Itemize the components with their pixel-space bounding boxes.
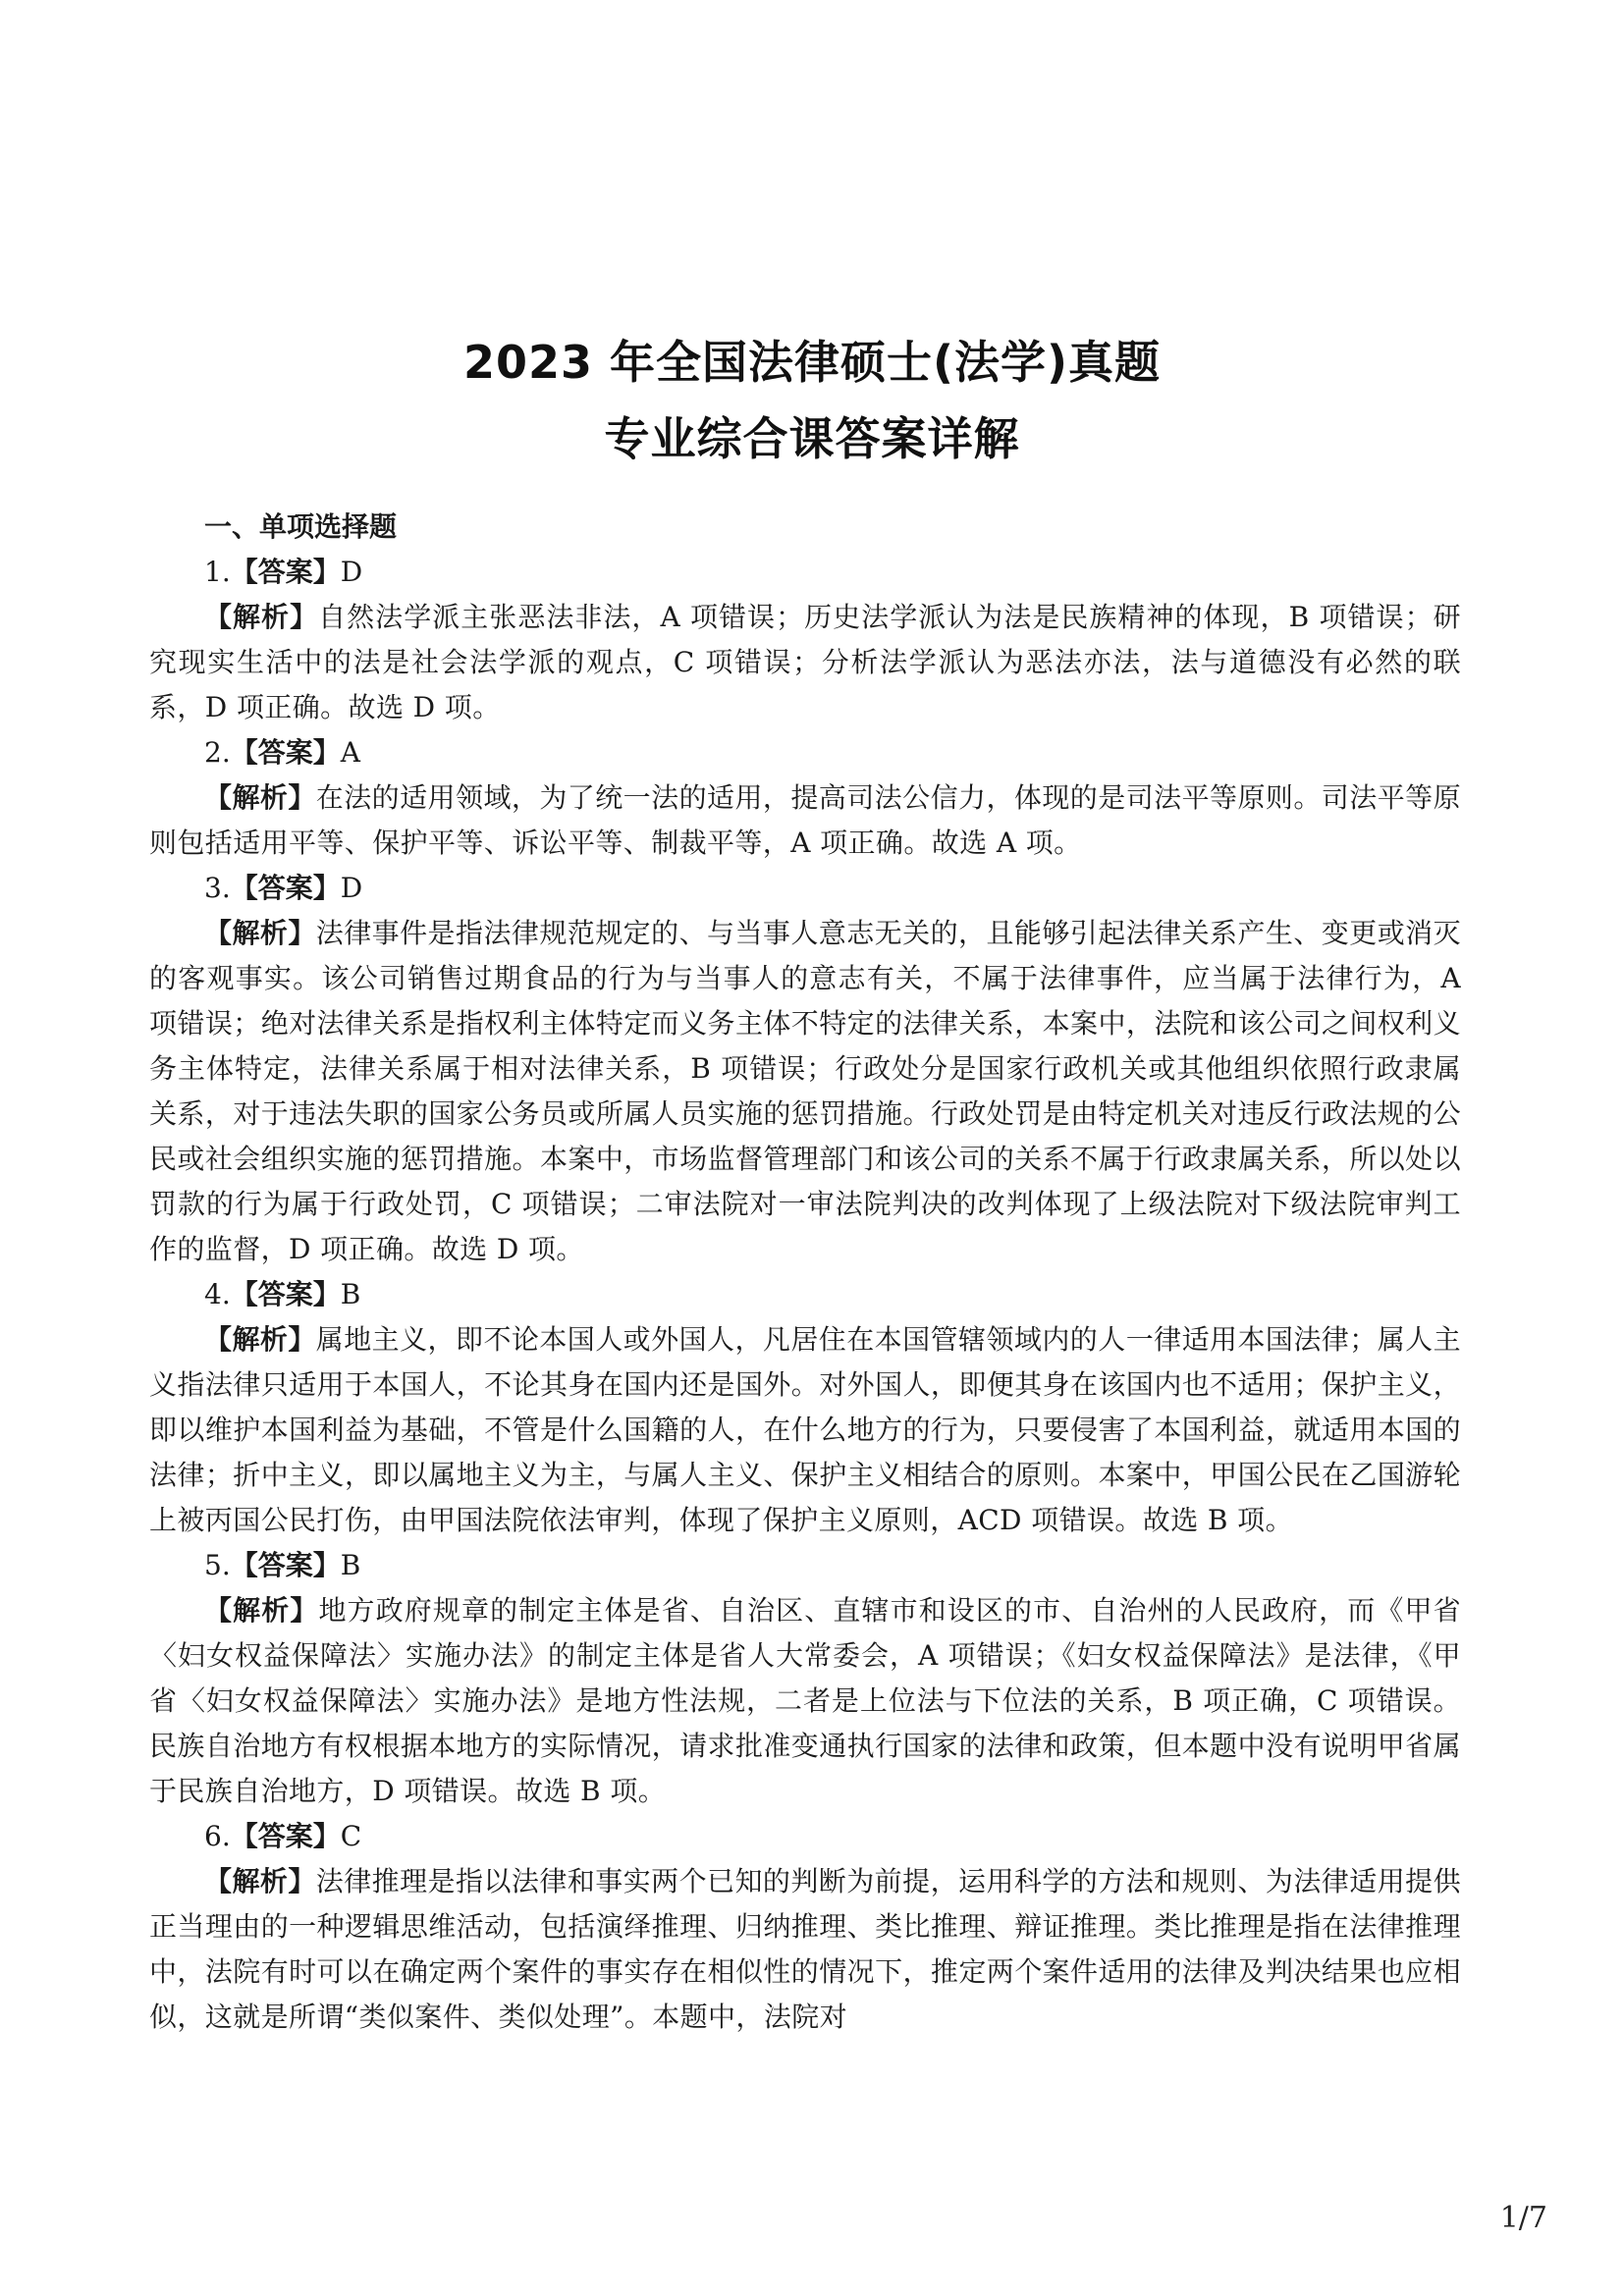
question-number: 6.	[204, 1820, 231, 1852]
answer-label: 【答案】	[230, 556, 341, 588]
analysis-text: 在法的适用领域，为了统一法的适用，提高司法公信力，体现的是司法平等原则。司法平等原则包括适用平等、保护平等、诉讼平等、制裁平等，A 项正确。故选 A 项。	[149, 781, 1461, 859]
answer-content	[149, 505, 1461, 2040]
answer-value: B	[340, 1549, 361, 1581]
answer-value: B	[340, 1278, 361, 1310]
page-number: 1/7	[1499, 2201, 1547, 2235]
analysis-paragraph	[149, 1859, 1461, 2040]
analysis-paragraph	[149, 1317, 1461, 1543]
answer-label: 【答案】	[230, 1549, 341, 1581]
analysis-text: 地方政府规章的制定主体是省、自治区、直辖市和设区的市、自治州的人民政府，而《甲省〈妇女权益保障法〉实施办法》的制定主体是省人大常委会，A 项错误；《妇女权益保障法》是法律，《甲省〈妇女权益保障法〉实施办法》是地方性法规，二者是上位法与下位法的关系，B 项正确，C 项错误。民族自治地方有权根据本地方的实际情况，请求批准变通执行国家的法律和政策，但本题中没有说明甲省属于民族自治地方，D 项错误。故选 B 项。	[149, 1594, 1461, 1807]
analysis-text: 法律推理是指以法律和事实两个已知的判断为前提，运用科学的方法和规则、为法律适用提供正当理由的一种逻辑思维活动，包括演绎推理、归纳推理、类比推理、辩证推理。类比推理是指在法律推理中，法院有时可以在确定两个案件的事实存在相似性的情况下，推定两个案件适用的法律及判决结果也应相似，这就是所谓“类似案件、类似处理”。本题中，法院对	[149, 1865, 1461, 2033]
question-number: 5.	[204, 1549, 231, 1581]
analysis-label: 【解析】	[204, 917, 316, 949]
question-number: 3.	[204, 872, 231, 904]
question-answer-line	[149, 730, 1461, 775]
analysis-text: 自然法学派主张恶法非法，A 项错误；历史法学派认为法是民族精神的体现，B 项错误；研究现实生活中的法是社会法学派的观点，C 项错误；分析法学派认为恶法亦法，法与道德没有必然的联系，D 项正确。故选 D 项。	[149, 601, 1462, 723]
question-answer-line	[149, 550, 1461, 595]
answer-label: 【答案】	[230, 872, 341, 904]
answer-label: 【答案】	[230, 1278, 341, 1310]
analysis-label: 【解析】	[204, 781, 316, 814]
question-number: 2.	[204, 736, 231, 769]
title-line-2: 专业综合课答案详解	[604, 412, 1020, 465]
analysis-label: 【解析】	[204, 1594, 319, 1627]
answer-label: 【答案】	[230, 736, 341, 769]
analysis-text: 法律事件是指法律规范规定的、与当事人意志无关的，且能够引起法律关系产生、变更或消灭的客观事实。该公司销售过期食品的行为与当事人的意志有关，不属于法律事件，应当属于法律行为，A 项错误；绝对法律关系是指权利主体特定而义务主体不特定的法律关系，本案中，法院和该公司之间权利义务主体特定，法律关系属于相对法律关系，B 项错误；行政处分是国家行政机关或其他组织依照行政隶属关系，对于违法失职的国家公务员或所属人员实施的惩罚措施。行政处罚是由特定机关对违反行政法规的公民或社会组织实施的惩罚措施。本案中，市场监督管理部门和该公司的关系不属于行政隶属关系，所以处以罚款的行为属于行政处罚，C 项错误；二审法院对一审法院判决的改判体现了上级法院对下级法院审判工作的监督，D 项正确。故选 D 项。	[149, 917, 1461, 1265]
analysis-paragraph	[149, 911, 1461, 1272]
answer-value: A	[340, 736, 360, 769]
question-answer-line	[149, 1543, 1461, 1588]
question-answer-line	[149, 1814, 1461, 1859]
answer-value: D	[340, 872, 363, 904]
analysis-paragraph	[149, 775, 1461, 866]
question-answer-line	[149, 866, 1461, 911]
section-heading: 一、单项选择题	[204, 510, 398, 543]
answer-value: D	[340, 556, 363, 588]
answer-value: C	[340, 1820, 362, 1852]
analysis-paragraph	[149, 1588, 1461, 1814]
question-number: 4.	[204, 1278, 231, 1310]
question-answer-line	[149, 1272, 1461, 1317]
analysis-label: 【解析】	[204, 1865, 316, 1897]
analysis-label: 【解析】	[204, 601, 319, 633]
document-title	[0, 324, 1624, 477]
analysis-label: 【解析】	[204, 1323, 316, 1356]
answer-label: 【答案】	[230, 1820, 341, 1852]
analysis-paragraph	[149, 595, 1461, 730]
analysis-text: 属地主义，即不论本国人或外国人，凡居住在本国管辖领域内的人一律适用本国法律；属人主义指法律只适用于本国人，不论其身在国内还是国外。对外国人，即便其身在该国内也不适用；保护主义，即以维护本国利益为基础，不管是什么国籍的人，在什么地方的行为，只要侵害了本国利益，就适用本国的法律；折中主义，即以属地主义为主，与属人主义、保护主义相结合的原则。本案中，甲国公民在乙国游轮上被丙国公民打伤，由甲国法院依法审判，体现了保护主义原则，ACD 项错误。故选 B 项。	[149, 1323, 1461, 1536]
question-number: 1.	[204, 556, 231, 588]
title-line-1: 2023 年全国法律硕士(法学)真题	[462, 336, 1162, 389]
